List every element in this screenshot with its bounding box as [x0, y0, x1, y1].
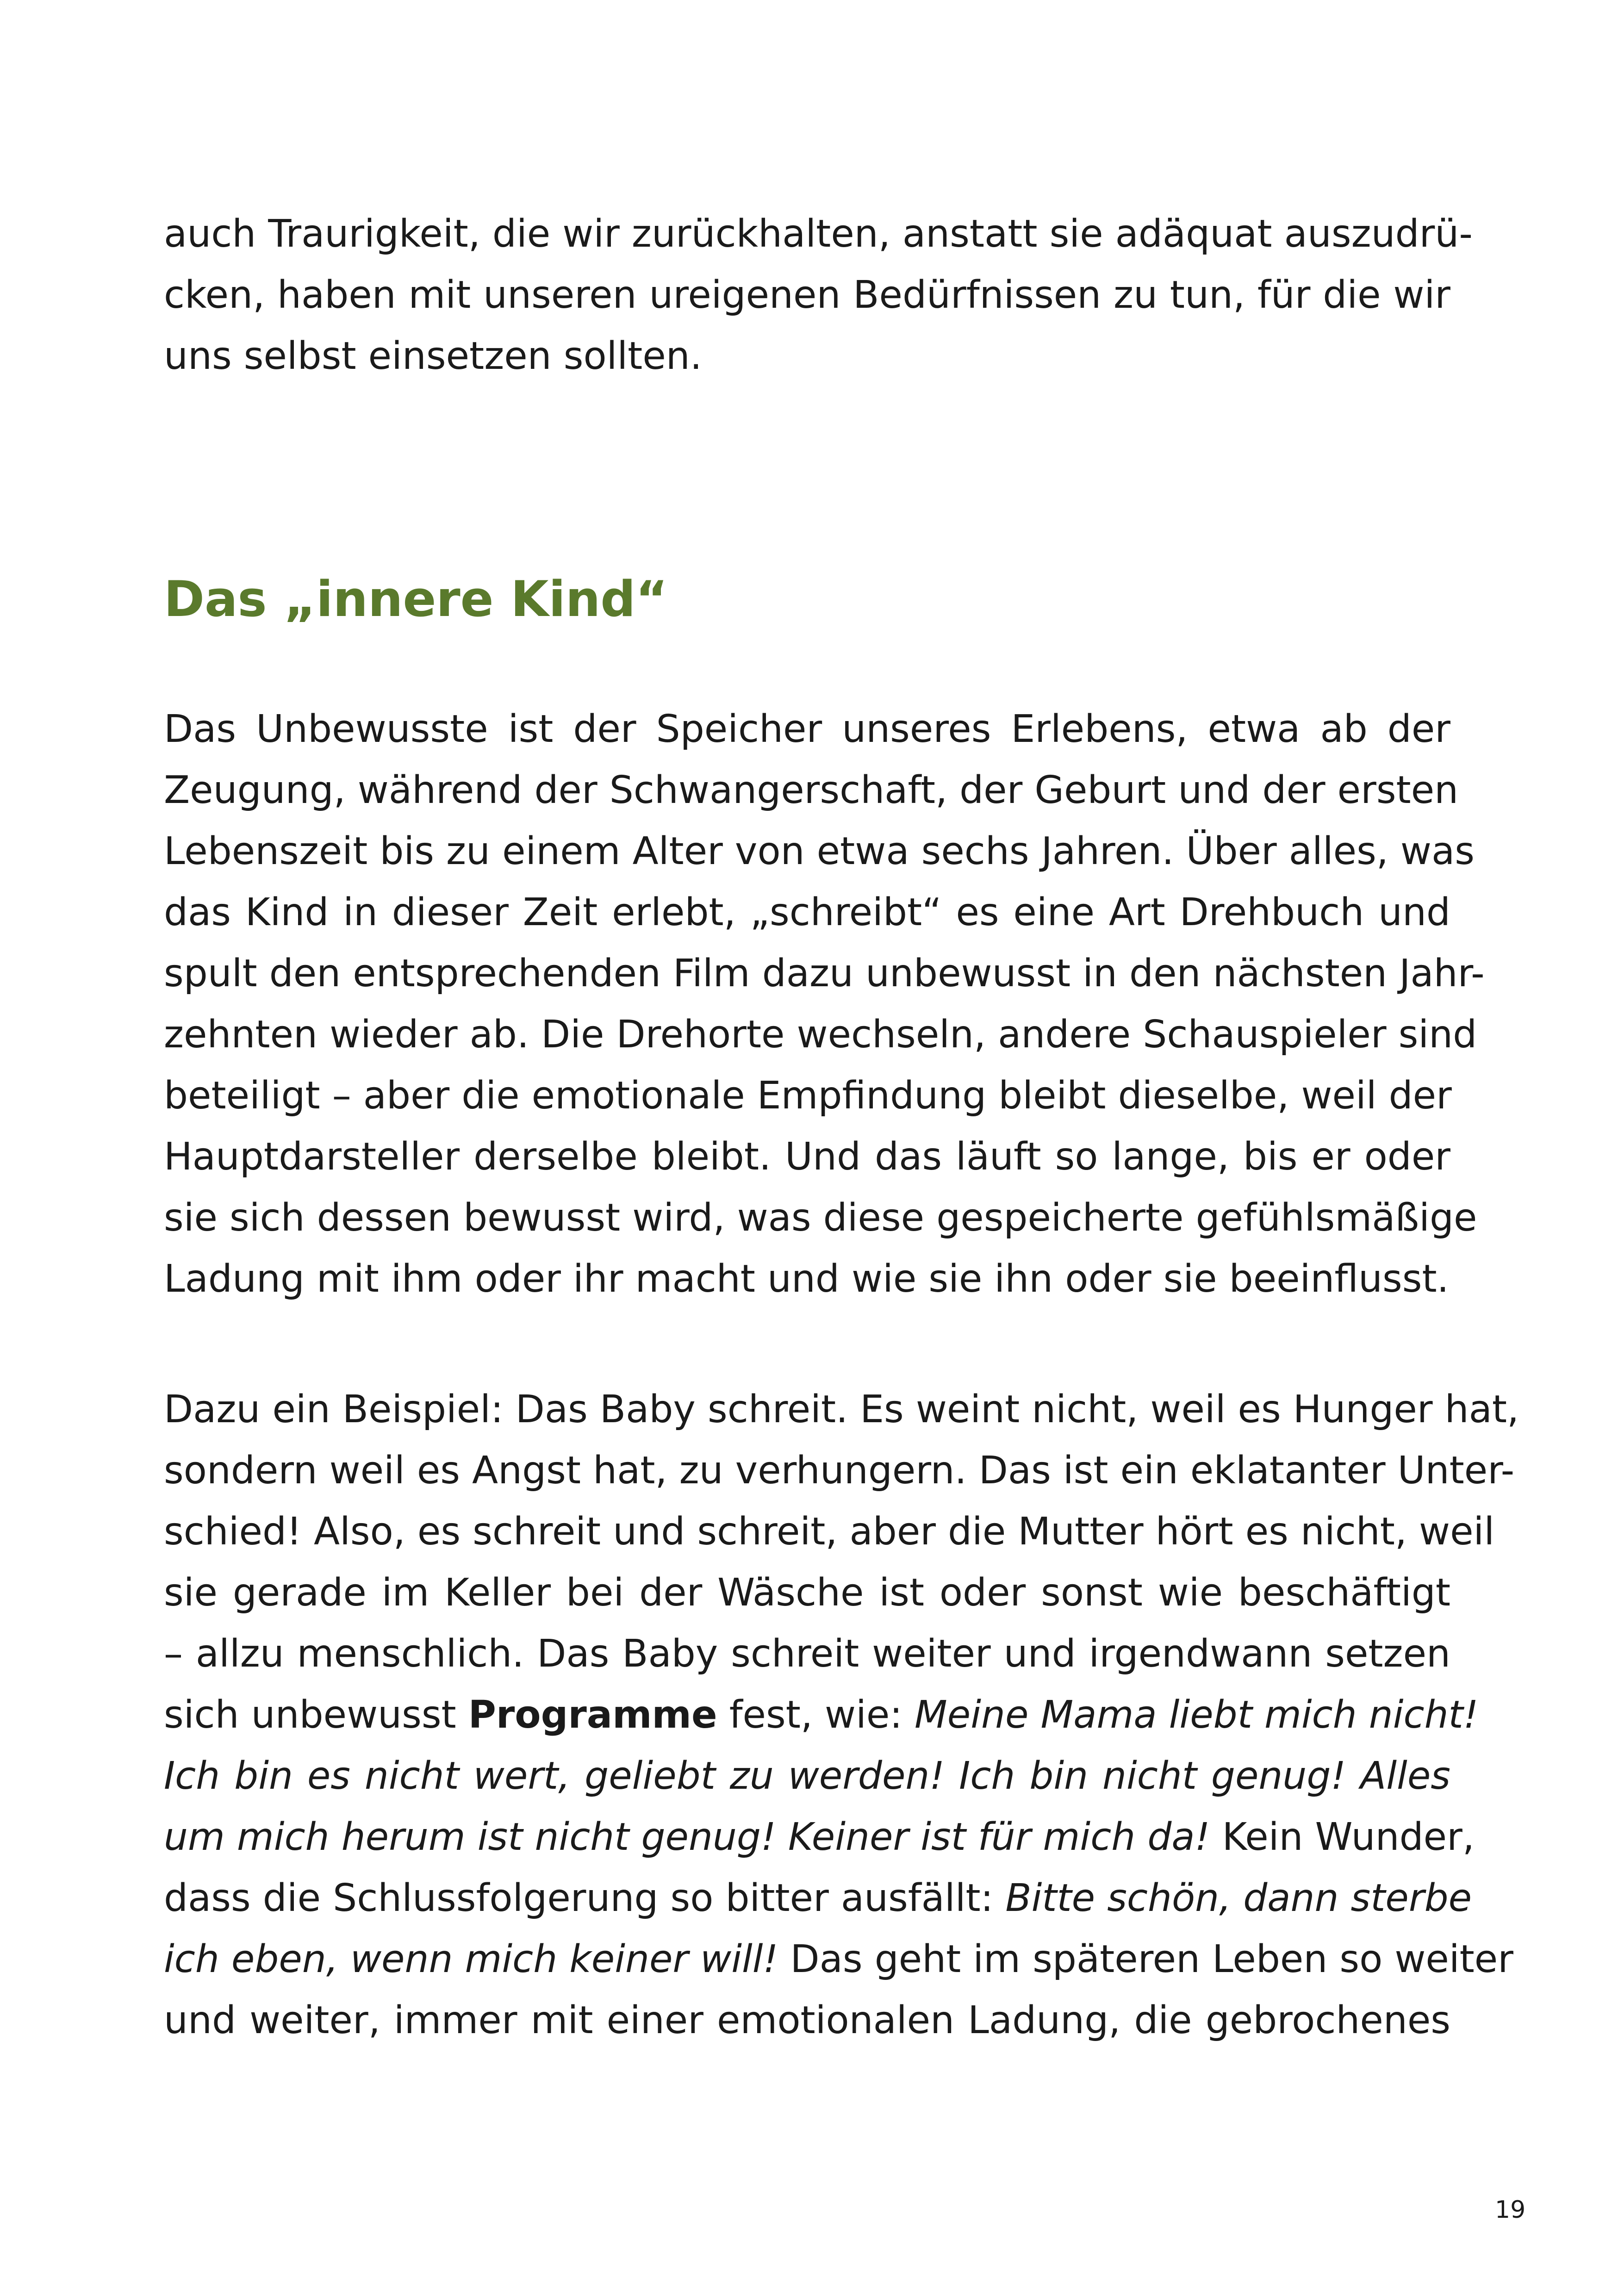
text-line: Ladung mit ihm oder ihr macht und wie sie ihn oder sie beeinflusst.	[164, 1257, 1449, 1301]
text-line: spult den entsprechenden Film dazu unbewusst in den nächsten Jahr-	[164, 952, 1485, 996]
text-line: und weiter, immer mit einer emotionalen Ladung, die gebrochenes	[164, 1998, 1450, 2042]
text-line: Zeugung, während der Schwangerschaft, der Geburt und der ersten	[164, 768, 1459, 812]
text-line: uns selbst einsetzen sollten.	[164, 334, 702, 378]
italic-quote-line: Ich bin es nicht wert, geliebt zu werden! Ich bin nicht genug! Alles	[164, 1754, 1450, 1798]
text-run: fest, wie:	[717, 1693, 915, 1737]
text-line: – allzu menschlich. Das Baby schreit weiter und irgendwann setzen	[164, 1632, 1450, 1676]
text-run: dass die Schlussfolgerung so bitter ausfällt:	[164, 1876, 1006, 1920]
text-line: sie gerade im Keller bei der Wäsche ist oder sonst wie beschäftigt	[164, 1571, 1450, 1615]
italic-quote: Bitte schön, dann sterbe	[1005, 1876, 1472, 1920]
text-line	[164, 1807, 1475, 1868]
intro-paragraph	[164, 204, 1473, 387]
italic-quote: Meine Mama liebt mich nicht!	[915, 1693, 1479, 1737]
text-line	[164, 1685, 1479, 1746]
text-line: Lebenszeit bis zu einem Alter von etwa sechs Jahren. Über alles, was	[164, 829, 1475, 873]
text-run: sich unbewusst	[164, 1693, 468, 1737]
text-line: Dazu ein Beispiel: Das Baby schreit. Es weint nicht, weil es Hunger hat,	[164, 1388, 1519, 1431]
text-line: beteiligt – aber die emotionale Empfindung bleibt dieselbe, weil der	[164, 1074, 1452, 1118]
text-line: schied! Also, es schreit und schreit, aber die Mutter hört es nicht, weil	[164, 1510, 1495, 1554]
page-number: 19	[1495, 2196, 1526, 2224]
section-heading: Das „innere Kind“	[164, 571, 668, 628]
text-line: sondern weil es Angst hat, zu verhungern. Das ist ein eklatanter Unter-	[164, 1449, 1515, 1493]
text-line: sie sich dessen bewusst wird, was diese gespeicherte gefühlsmäßige	[164, 1196, 1477, 1240]
text-line	[164, 1929, 1513, 1990]
text-line	[164, 1868, 1472, 1929]
text-line: cken, haben mit unseren ureigenen Bedürfnissen zu tun, für die wir	[164, 273, 1450, 317]
text-run: Kein Wunder,	[1210, 1815, 1475, 1859]
text-line: auch Traurigkeit, die wir zurückhalten, anstatt sie adäquat auszudrü-	[164, 212, 1473, 256]
paragraph-example	[164, 1379, 1519, 2051]
text-line: Das Unbewusste ist der Speicher unseres Erlebens, etwa ab der	[164, 707, 1450, 751]
text-run: Das geht im späteren Leben so weiter	[778, 1937, 1513, 1981]
text-line: das Kind in dieser Zeit erlebt, „schreibt“ es eine Art Drehbuch und	[164, 890, 1450, 934]
paragraph-inner-child	[164, 699, 1485, 1310]
italic-quote: um mich herum ist nicht genug! Keiner ist für mich da!	[164, 1815, 1210, 1859]
bold-term-programme: Programme	[468, 1693, 717, 1737]
text-line: zehnten wieder ab. Die Drehorte wechseln, andere Schauspieler sind	[164, 1013, 1477, 1057]
text-line: Hauptdarsteller derselbe bleibt. Und das läuft so lange, bis er oder	[164, 1135, 1450, 1179]
italic-quote: ich eben, wenn mich keiner will!	[164, 1937, 778, 1981]
